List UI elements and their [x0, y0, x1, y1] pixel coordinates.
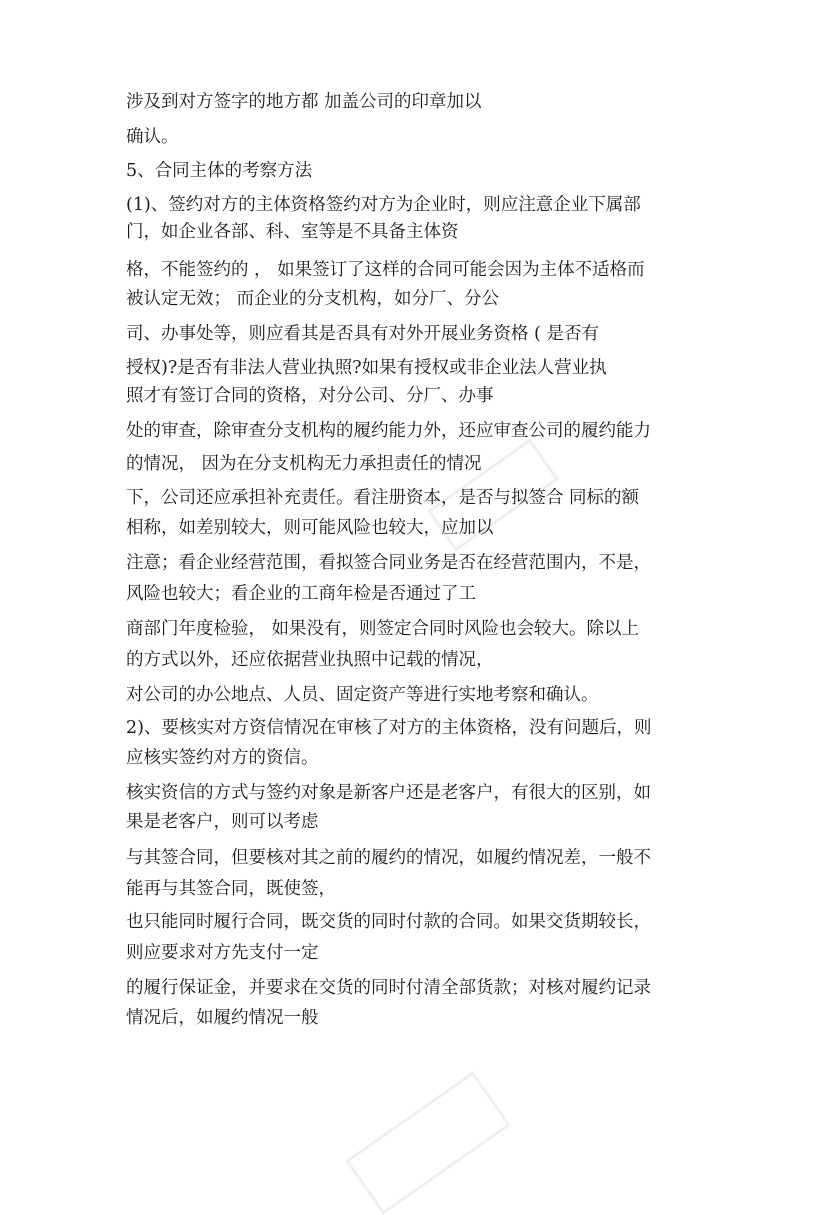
- section-heading: 5、合同主体的考察方法: [126, 161, 313, 181]
- text-line: 果是老客户，则可以考虑: [126, 812, 319, 832]
- text-line: 相称，如差别较大，则可能风险也较大，应加以: [126, 518, 494, 538]
- text-line: 的情况， 因为在分支机构无力承担责任的情况: [126, 454, 482, 474]
- text-line: 2)、要核实对方资信情况在审核了对方的主体资格，没有问题后，则: [126, 718, 652, 738]
- text-line: 能再与其签合同，既使签，: [126, 879, 336, 899]
- text-line: 确认。: [126, 127, 179, 147]
- text-line: (1)、签约对方的主体资格签约对方为企业时，则应注意企业下属部: [126, 195, 641, 215]
- text-line: 司、办事处等，则应看其是否具有对外开展业务资格 ( 是否有: [126, 324, 599, 344]
- text-line: 照才有签订合同的资格，对分公司、分厂、办事: [126, 386, 494, 406]
- text-line: 核实资信的方式与签约对象是新客户还是老客户，有很大的区别，如: [126, 783, 651, 803]
- text-line: 处的审查，除审查分支机构的履约能力外，还应审查公司的履约能力: [126, 421, 651, 441]
- text-line: 格，不能签约的 ， 如果签订了这样的合同可能会因为主体不适格而: [126, 260, 645, 280]
- watermark: [345, 1071, 511, 1215]
- text-line: 涉及到对方签字的地方都 加盖公司的印章加以: [126, 92, 482, 112]
- text-line: 风险也较大；看企业的工商年检是否通过了工: [126, 584, 476, 604]
- text-line: 的方式以外，还应依据营业执照中记载的情况，: [126, 650, 494, 670]
- text-line: 也只能同时履行合同，既交货的同时付款的合同。如果交货期较长，: [126, 912, 651, 932]
- text-line: 下，公司还应承担补充责任。看注册资本，是否与拟签合 同标的额: [126, 488, 640, 508]
- text-line: 应核实签约对方的资信。: [126, 748, 319, 768]
- text-line: 对公司的办公地点、人员、固定资产等进行实地考察和确认。: [126, 685, 599, 705]
- text-line: 商部门年度检验， 如果没有，则签定合同时风险也会较大。除以上: [126, 619, 640, 639]
- text-line: 情况后，如履约情况一般: [126, 1008, 319, 1028]
- text-line: 注意；看企业经营范围，看拟签合同业务是否在经营范围内，不是，: [126, 553, 651, 573]
- text-line: 的履行保证金，并要求在交货的同时付清全部货款；对核对履约记录: [126, 978, 651, 998]
- text-line: 门，如企业各部、科、室等是不具备主体资: [126, 222, 459, 242]
- text-line: 与其签合同，但要核对其之前的履约的情况，如履约情况差，一般不: [126, 848, 651, 868]
- text-line: 被认定无效； 而企业的分支机构，如分厂、分公: [126, 289, 500, 309]
- text-line: 授权)?是否有非法人营业执照?如果有授权或非企业法人营业执: [126, 358, 607, 378]
- text-line: 则应要求对方先支付一定: [126, 943, 319, 963]
